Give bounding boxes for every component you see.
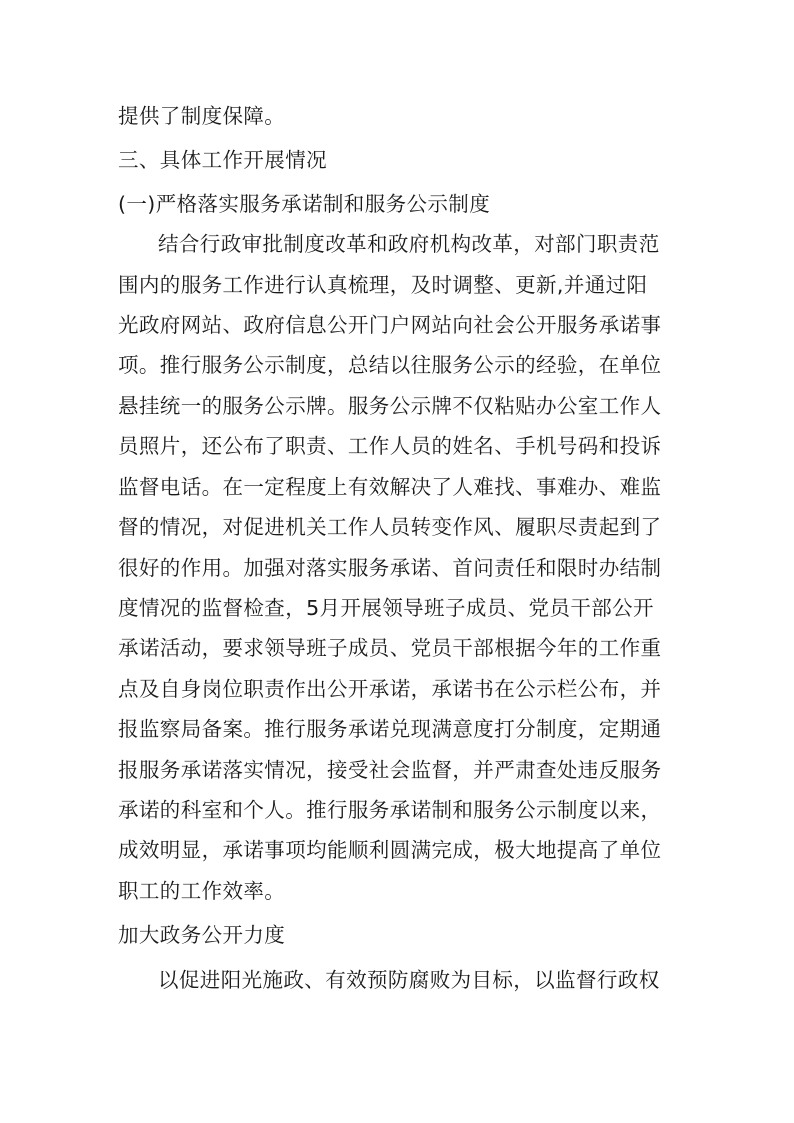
paragraph-line: 结合行政审批制度改革和政府机构改革，对部门职责范: [158, 232, 660, 256]
subsection-heading: 加大政务公开力度: [118, 923, 286, 947]
paragraph-line: 光政府网站、政府信息公开门户网站向社会公开服务承诺事: [118, 313, 662, 337]
paragraph-line: 督的情况，对促进机关工作人员转变作风、履职尽责起到了: [118, 515, 662, 539]
paragraph-line: 监督电话。在一定程度上有效解决了人难找、事难办、难监: [118, 475, 662, 499]
paragraph-line: 报服务承诺落实情况，接受社会监督，并严肃查处违反服务: [118, 758, 662, 782]
paragraph-line: 悬挂统一的服务公示牌。服务公示牌不仅粘贴办公室工作人: [118, 394, 662, 418]
paragraph-line: 项。推行服务公示制度，总结以往服务公示的经验，在单位: [118, 353, 662, 377]
paragraph-line: 职工的工作效率。: [118, 879, 286, 903]
paragraph-line: 围内的服务工作进行认真梳理，及时调整、更新,并通过阳: [118, 273, 648, 297]
paragraph-line: 承诺的科室和个人。推行服务承诺制和服务公示制度以来，: [118, 798, 662, 822]
paragraph-line: 成效明显，承诺事项均能顺利圆满完成，极大地提高了单位: [118, 838, 662, 862]
subsection-heading: (一)严格落实服务承诺制和服务公示制度: [118, 192, 491, 216]
paragraph-line: 承诺活动，要求领导班子成员、党员干部根据今年的工作重: [118, 636, 662, 660]
section-heading: 三、具体工作开展情况: [118, 148, 327, 172]
text-line-continuation: 提供了制度保障。: [118, 104, 286, 128]
paragraph-line: 度情况的监督检查，5月开展领导班子成员、党员干部公开: [118, 596, 654, 620]
paragraph-line: 点及自身岗位职责作出公开承诺，承诺书在公示栏公布，并: [118, 677, 662, 701]
paragraph-line: 很好的作用。加强对落实服务承诺、首问责任和限时办结制: [118, 556, 662, 580]
paragraph-line: 员照片，还公布了职责、工作人员的姓名、手机号码和投诉: [118, 434, 662, 458]
paragraph-line: 报监察局备案。推行服务承诺兑现满意度打分制度，定期通: [118, 717, 662, 741]
paragraph-line: 以促进阳光施政、有效预防腐败为目标，以监督行政权: [158, 968, 660, 992]
